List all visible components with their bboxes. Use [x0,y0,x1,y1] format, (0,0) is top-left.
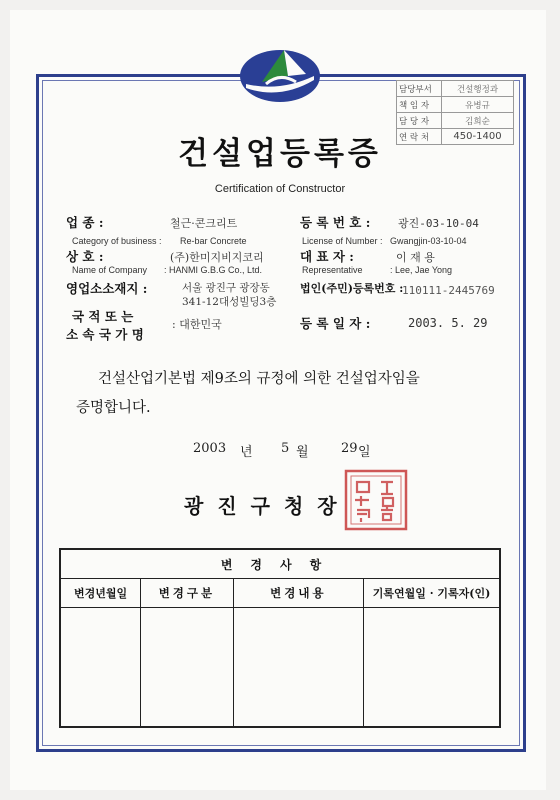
business-address-line2: 341-12대성빌딩3층 [182,296,277,308]
nationality-value: : 대한민국 [172,318,222,331]
business-category-value: 철근·콘크리트 [170,217,238,230]
license-number-en-label: License of Number : [302,236,383,246]
certification-statement-line1: 건설산업기본법 제9조의 규정에 의한 건설업자임을 [98,371,420,387]
table-cell [364,608,500,728]
issue-month: 5 [281,441,290,456]
representative-en-value: : Lee, Jae Yong [390,265,453,275]
column-header-change-content: 변경내용 [233,579,363,608]
certification-statement-line2: 증명합니다. [76,400,151,416]
corporate-number-value: 110111-2445769 [402,284,495,297]
issue-month-unit: 월 [296,445,309,460]
staff-label: 책 임 자 [397,97,442,113]
license-number-label: 등 록 번 호 : [300,215,371,230]
business-address-line1: 서울 광진구 광장동 [182,282,270,294]
representative-en-label: Representative [302,265,363,275]
nationality-label-line2: 소 속 국 가 명 [66,327,144,342]
company-name-en-label: Name of Company [72,265,148,275]
registration-date-label: 등 록 일 자 : [300,316,371,331]
license-number-value: 광진-03-10-04 [398,217,479,230]
issuing-office: 광진구청장 [184,494,351,518]
staff-value: 건설행정과 [442,81,514,97]
column-header-record-date-recorder: 기록연월일 · 기록자(인) [364,579,500,608]
document-subtitle: Certification of Constructor [214,183,346,195]
corporate-number-label: 법인(주민)등록번호 : [300,282,404,295]
document-title: 건설업등록증 [178,136,382,172]
representative-label: 대 표 자 : [300,249,354,264]
column-header-change-date: 변경년월일 [60,579,141,608]
staff-label: 연 락 처 [397,129,442,145]
nationality-label-line1: 국 적 또 는 [72,309,134,324]
issue-year-unit: 년 [240,445,253,460]
representative-value: 이 재 용 [396,251,435,264]
government-logo [236,42,324,106]
table-cell [60,608,141,728]
table-cell [233,608,363,728]
staff-value: 450-1400 [442,129,514,145]
staff-value: 김희순 [442,113,514,129]
business-category-en-label: Category of business : [72,236,162,246]
change-history-title: 변경사항 [60,549,500,579]
business-category-en-value: Re-bar Concrete [180,236,247,246]
license-number-en-value: Gwangjin-03-10-04 [390,236,467,246]
company-name-label: 상 호 : [66,249,104,264]
column-header-change-type: 변경구분 [141,579,234,608]
issue-day: 29 [341,441,358,456]
staff-value: 유병규 [442,97,514,113]
company-name-value: (주)한미지비지코리 [170,251,264,264]
official-seal [343,468,409,532]
company-name-en-value: : HANMI G.B.G Co., Ltd. [164,265,263,275]
business-address-label: 영업소소재지 : [66,281,148,296]
issue-day-unit: 일 [358,445,371,460]
staff-label: 담당부서 [397,81,442,97]
change-history-table [59,548,501,728]
issue-year: 2003 [193,441,227,456]
staff-label: 담 당 자 [397,113,442,129]
registration-date-value: 2003. 5. 29 [408,316,488,330]
table-cell [141,608,234,728]
business-category-label: 업 종 : [66,215,104,230]
